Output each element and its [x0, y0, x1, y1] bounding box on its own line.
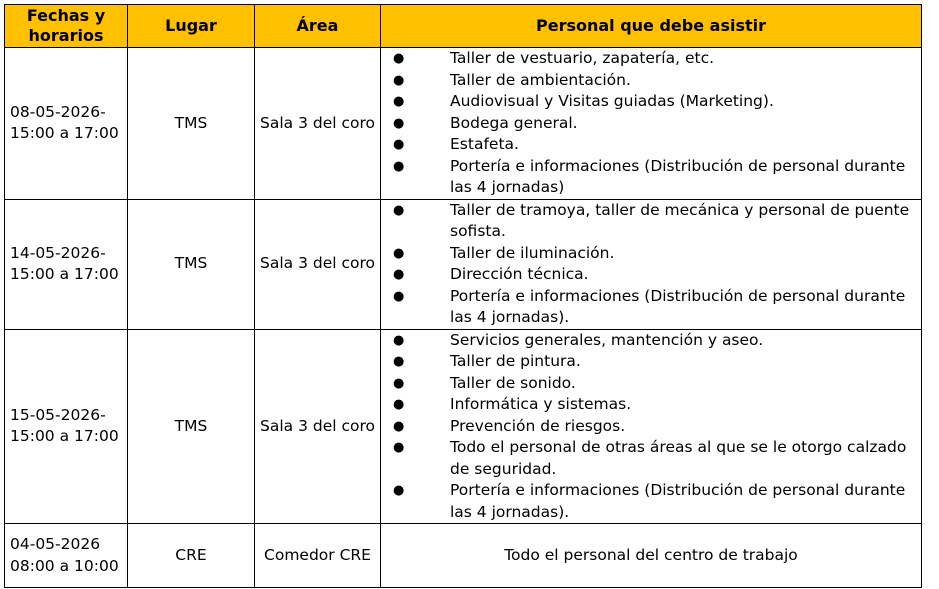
- list-item: [386, 70, 916, 92]
- table-row: [5, 329, 922, 524]
- bullet-icon: ●: [393, 267, 405, 282]
- place-cell: TMS: [128, 329, 255, 524]
- table-row: [5, 524, 922, 588]
- place-cell: TMS: [128, 199, 255, 329]
- bullet-icon: ●: [393, 137, 405, 152]
- bullet-icon: ●: [393, 202, 405, 218]
- bullet-icon: ●: [393, 354, 405, 369]
- table-row: [5, 48, 922, 200]
- list-item-text: Taller de ambientación.: [450, 70, 631, 89]
- staff-list: [386, 200, 916, 329]
- list-item-text: Informática y sistemas.: [450, 395, 632, 413]
- area-cell: Sala 3 del coro: [255, 329, 381, 524]
- staff-cell-all: Todo el personal del centro de trabajo: [381, 524, 922, 588]
- bullet-icon: ●: [393, 397, 405, 412]
- header-date: Fechas y horarios: [5, 5, 128, 48]
- header-staff: Personal que debe asistir: [381, 5, 922, 48]
- list-item-text: Taller de iluminación.: [450, 243, 615, 262]
- list-item-text: Portería e informaciones (Distribución de personal durante las 4 jornadas).: [450, 286, 906, 326]
- list-item-text: Prevención de riesgos.: [450, 416, 626, 435]
- list-item: [386, 373, 916, 395]
- list-item-text: Bodega general.: [450, 113, 578, 132]
- staff-cell: [381, 48, 922, 200]
- list-item-text: Servicios generales, mantención y aseo.: [450, 330, 764, 349]
- table-row: [5, 199, 922, 329]
- list-item: [386, 264, 916, 286]
- area-cell: Sala 3 del coro: [255, 48, 381, 200]
- list-item: [386, 48, 916, 70]
- list-item: [386, 394, 916, 416]
- header-row: [5, 5, 922, 48]
- list-item-text: Taller de pintura.: [450, 352, 581, 370]
- bullet-icon: ●: [393, 94, 405, 109]
- list-item-text: Portería e informaciones (Distribución de personal durante las 4 jornadas): [450, 156, 906, 196]
- list-item-text: Audiovisual y Visitas guiadas (Marketing).: [450, 92, 774, 110]
- bullet-icon: ●: [393, 440, 405, 455]
- list-item: [386, 286, 916, 329]
- bullet-icon: ●: [393, 72, 405, 88]
- list-item: [386, 134, 916, 156]
- list-item: [386, 480, 916, 523]
- list-item-text: Todo el personal de otras áreas al que se le otorgo calzado de seguridad.: [450, 438, 907, 478]
- date-cell: 15-05-2026- 15:00 a 17:00: [5, 329, 128, 524]
- list-item-text: Taller de sonido.: [450, 373, 576, 392]
- staff-list: [386, 48, 916, 199]
- list-item-text: Portería e informaciones (Distribución de personal durante las 4 jornadas).: [450, 481, 906, 521]
- schedule-table: [4, 4, 922, 588]
- list-item: [386, 437, 916, 480]
- header-area: Área: [255, 5, 381, 48]
- list-item: [386, 200, 916, 243]
- list-item-text: Dirección técnica.: [450, 265, 589, 283]
- bullet-icon: ●: [393, 245, 405, 261]
- list-item: [386, 113, 916, 135]
- bullet-icon: ●: [393, 51, 405, 66]
- list-item: [386, 351, 916, 373]
- bullet-icon: ●: [393, 332, 405, 348]
- staff-cell: [381, 199, 922, 329]
- bullet-icon: ●: [393, 158, 405, 174]
- list-item: [386, 156, 916, 199]
- bullet-icon: ●: [393, 483, 405, 498]
- list-item: [386, 416, 916, 438]
- list-item-text: Estafeta.: [450, 135, 519, 153]
- staff-list: [386, 330, 916, 524]
- date-cell: 04-05-2026 08:00 a 10:00: [5, 524, 128, 588]
- area-cell: Sala 3 del coro: [255, 199, 381, 329]
- date-cell: 08-05-2026- 15:00 a 17:00: [5, 48, 128, 200]
- place-cell: TMS: [128, 48, 255, 200]
- bullet-icon: ●: [393, 115, 405, 131]
- date-cell: 14-05-2026- 15:00 a 17:00: [5, 199, 128, 329]
- bullet-icon: ●: [393, 375, 405, 391]
- bullet-icon: ●: [393, 418, 405, 434]
- header-place: Lugar: [128, 5, 255, 48]
- area-cell: Comedor CRE: [255, 524, 381, 588]
- list-item-text: Taller de vestuario, zapatería, etc.: [450, 49, 715, 67]
- bullet-icon: ●: [393, 288, 405, 304]
- list-item-text: Taller de tramoya, taller de mecánica y personal de puente sofista.: [450, 200, 910, 240]
- list-item: [386, 243, 916, 265]
- list-item: [386, 330, 916, 352]
- staff-cell: [381, 329, 922, 524]
- list-item: [386, 91, 916, 113]
- place-cell: CRE: [128, 524, 255, 588]
